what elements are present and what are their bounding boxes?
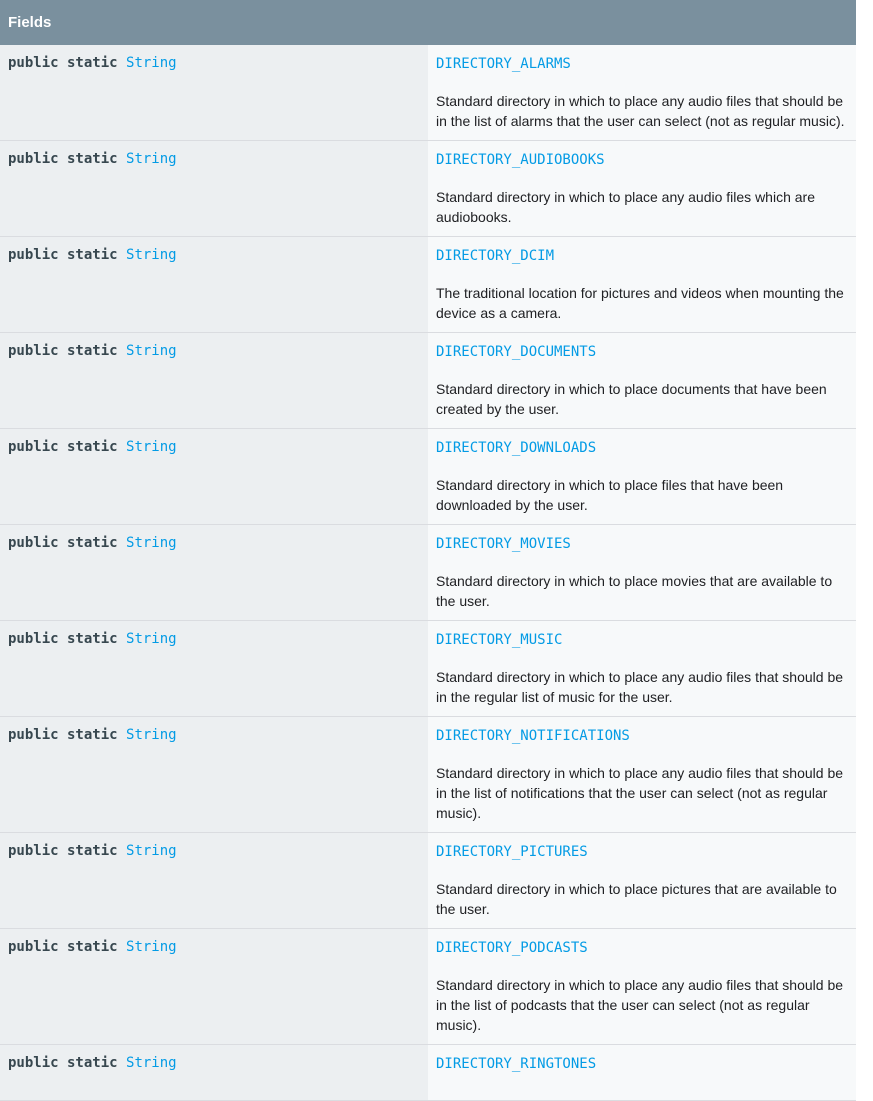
field-name-link[interactable]: DIRECTORY_PODCASTS — [436, 940, 588, 956]
field-description: Standard directory in which to place any audio files that should be in the list of notifications that the user can select (not as regular music). — [436, 765, 844, 821]
field-row — [0, 429, 856, 525]
field-name-link[interactable]: DIRECTORY_ALARMS — [436, 56, 571, 72]
field-type-link[interactable]: String — [126, 535, 177, 551]
field-type-cell — [0, 237, 428, 333]
field-type-link[interactable]: String — [126, 939, 177, 955]
field-type-cell — [0, 833, 428, 929]
field-modifiers: public static — [8, 151, 118, 167]
field-type-link[interactable]: String — [126, 151, 177, 167]
field-row — [0, 833, 856, 929]
field-type-link[interactable]: String — [126, 55, 177, 71]
field-modifiers: public static — [8, 631, 118, 647]
field-row — [0, 525, 856, 621]
field-row — [0, 1045, 856, 1101]
field-detail-cell — [428, 141, 856, 237]
field-row — [0, 333, 856, 429]
field-name-link[interactable]: DIRECTORY_DCIM — [436, 248, 555, 264]
field-description: Standard directory in which to place any audio files that should be in the list of podcasts that the user can select (not as regular music). — [436, 977, 844, 1033]
field-description: Standard directory in which to place any audio files that should be in the regular list of music for the user. — [436, 669, 844, 705]
field-row — [0, 929, 856, 1045]
field-detail-cell — [428, 717, 856, 833]
field-type-link[interactable]: String — [126, 631, 177, 647]
fields-header-row — [0, 0, 856, 45]
field-row — [0, 237, 856, 333]
field-detail-cell — [428, 621, 856, 717]
field-type-link[interactable]: String — [126, 1055, 177, 1071]
field-row — [0, 621, 856, 717]
field-name-link[interactable]: DIRECTORY_RINGTONES — [436, 1056, 597, 1072]
field-type-cell — [0, 621, 428, 717]
field-description: Standard directory in which to place movies that are available to the user. — [436, 573, 833, 609]
field-type-cell — [0, 929, 428, 1045]
field-type-link[interactable]: String — [126, 843, 177, 859]
field-modifiers: public static — [8, 55, 118, 71]
field-modifiers: public static — [8, 1055, 118, 1071]
field-detail-cell — [428, 45, 856, 141]
field-row — [0, 141, 856, 237]
field-type-cell — [0, 525, 428, 621]
field-modifiers: public static — [8, 727, 118, 743]
field-name-link[interactable]: DIRECTORY_MUSIC — [436, 632, 563, 648]
field-type-link[interactable]: String — [126, 727, 177, 743]
field-description: The traditional location for pictures and videos when mounting the device as a camera. — [436, 285, 844, 321]
fields-header: Fields — [8, 14, 52, 31]
field-modifiers: public static — [8, 343, 118, 359]
field-row — [0, 45, 856, 141]
field-type-cell — [0, 141, 428, 237]
field-name-link[interactable]: DIRECTORY_NOTIFICATIONS — [436, 728, 630, 744]
field-name-link[interactable]: DIRECTORY_PICTURES — [436, 844, 588, 860]
field-type-cell — [0, 45, 428, 141]
field-modifiers: public static — [8, 535, 118, 551]
field-modifiers: public static — [8, 843, 118, 859]
field-type-cell — [0, 717, 428, 833]
field-detail-cell — [428, 525, 856, 621]
field-name-link[interactable]: DIRECTORY_MOVIES — [436, 536, 571, 552]
field-detail-cell — [428, 333, 856, 429]
field-description: Standard directory in which to place any audio files which are audiobooks. — [436, 189, 815, 225]
field-type-link[interactable]: String — [126, 439, 177, 455]
fields-body — [0, 45, 856, 1101]
field-detail-cell — [428, 429, 856, 525]
field-name-link[interactable]: DIRECTORY_AUDIOBOOKS — [436, 152, 605, 168]
field-type-link[interactable]: String — [126, 343, 177, 359]
field-modifiers: public static — [8, 439, 118, 455]
field-type-link[interactable]: String — [126, 247, 177, 263]
field-type-cell — [0, 1045, 428, 1101]
field-description: Standard directory in which to place documents that have been created by the user. — [436, 381, 827, 417]
field-detail-cell — [428, 1045, 856, 1101]
field-row — [0, 717, 856, 833]
field-detail-cell — [428, 833, 856, 929]
field-description: Standard directory in which to place any audio files that should be in the list of alarms that the user can select (not as regular music). — [436, 93, 845, 129]
field-type-cell — [0, 333, 428, 429]
field-modifiers: public static — [8, 939, 118, 955]
field-detail-cell — [428, 929, 856, 1045]
field-description: Standard directory in which to place files that have been downloaded by the user. — [436, 477, 784, 513]
field-type-cell — [0, 429, 428, 525]
field-detail-cell — [428, 237, 856, 333]
field-description: Standard directory in which to place pictures that are available to the user. — [436, 881, 837, 917]
field-name-link[interactable]: DIRECTORY_DOWNLOADS — [436, 440, 597, 456]
field-name-link[interactable]: DIRECTORY_DOCUMENTS — [436, 344, 597, 360]
field-modifiers: public static — [8, 247, 118, 263]
